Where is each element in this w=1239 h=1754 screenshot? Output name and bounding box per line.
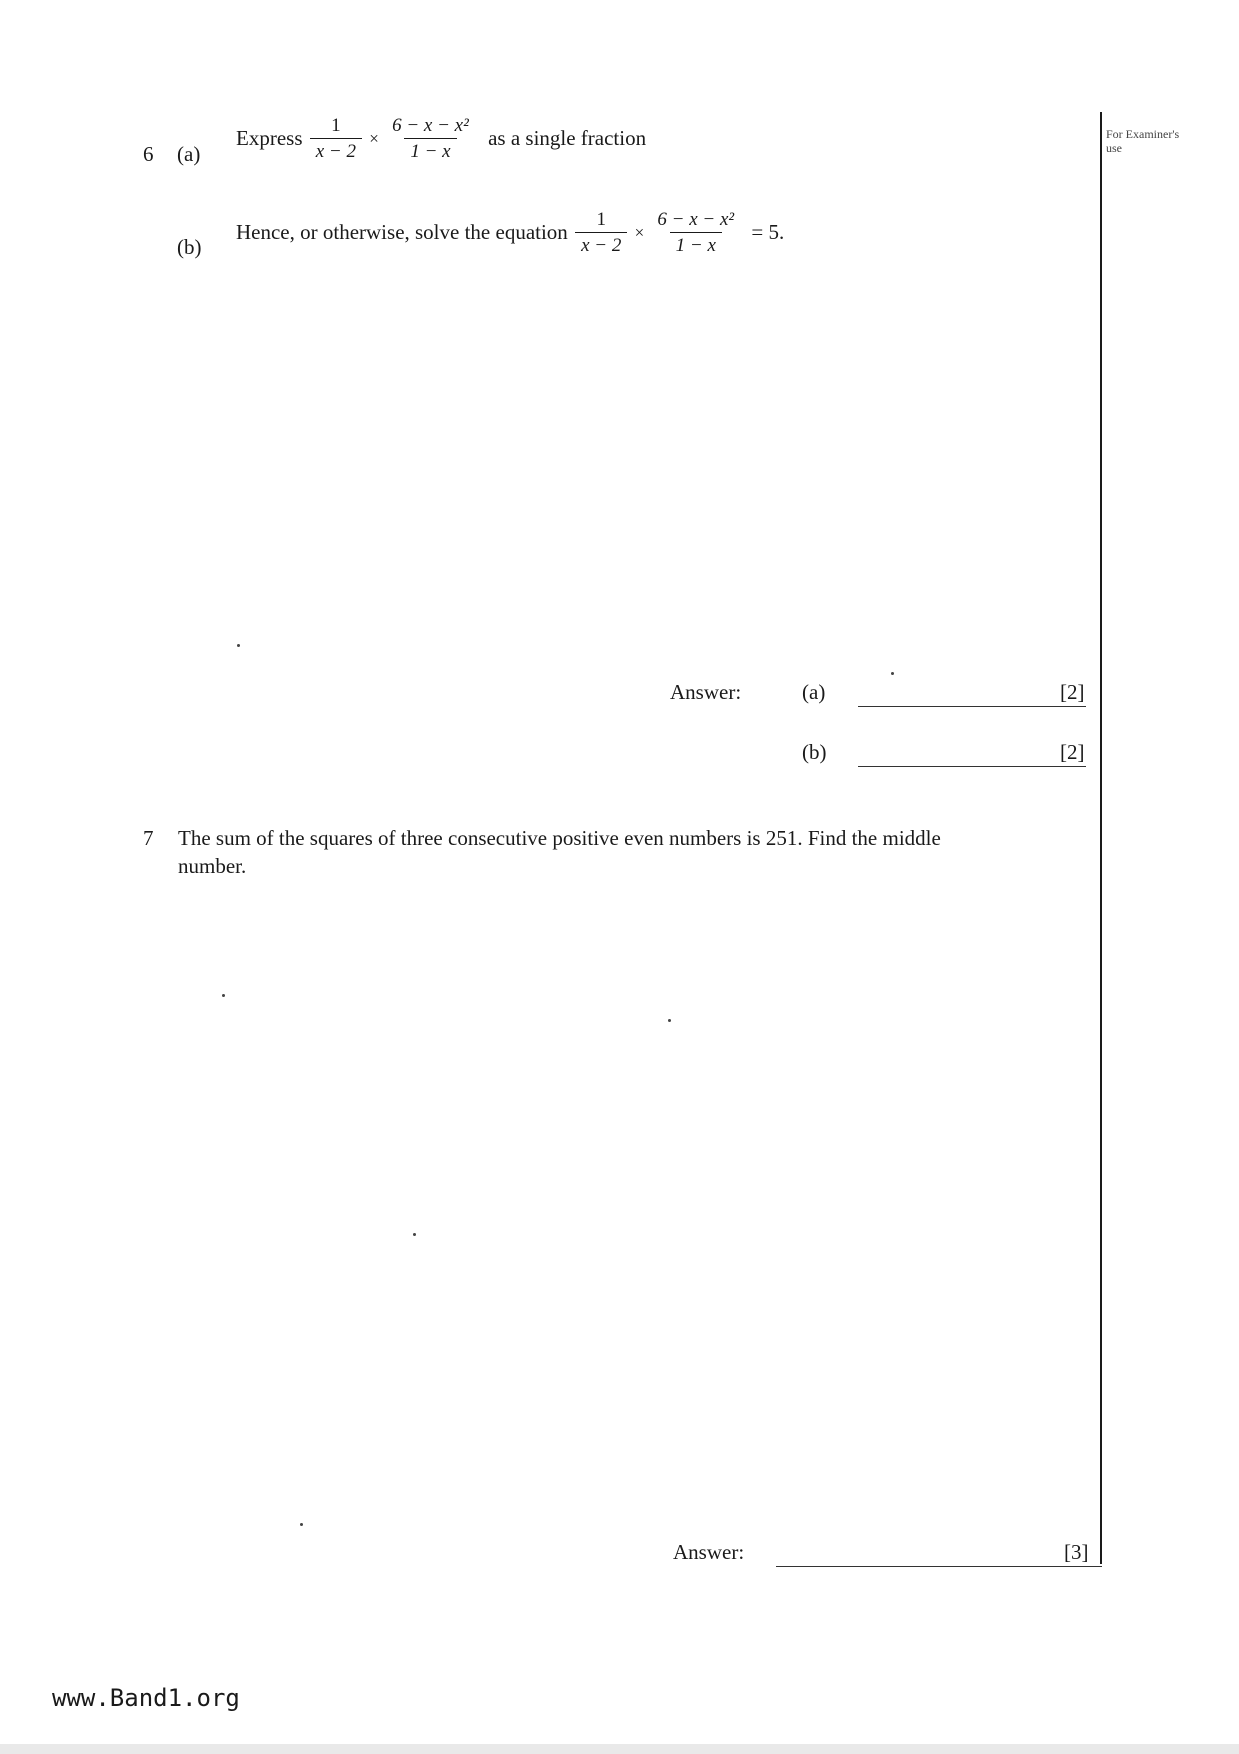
q6a-frac2-denominator: 1 − x: [404, 138, 456, 161]
scan-speck: [237, 644, 240, 647]
q6b-answer-line[interactable]: [858, 766, 1086, 767]
q6a-marks: [2]: [1060, 680, 1085, 704]
examiner-margin-rule: [1100, 112, 1102, 1564]
question-6a-label: (a): [177, 142, 201, 166]
scan-speck: [891, 672, 894, 675]
q6a-frac1-numerator: 1: [331, 115, 341, 136]
question-6a-text: [236, 116, 646, 161]
q6-answer-b-label: (b): [802, 740, 827, 764]
question-6-number: 6: [143, 142, 154, 166]
q6b-frac1-numerator: 1: [596, 209, 606, 230]
scan-speck: [668, 1019, 671, 1022]
question-6b-text: [236, 210, 784, 255]
q6a-tail: as a single fraction: [488, 126, 647, 150]
q6a-fraction-2: [386, 116, 475, 161]
q6b-marks: [2]: [1060, 740, 1085, 764]
footer-url: www.Band1.org: [52, 1684, 240, 1712]
q6a-answer-line[interactable]: [858, 706, 1086, 707]
q6b-times: ×: [634, 223, 645, 242]
q6b-lead: Hence, or otherwise, solve the equation: [236, 220, 568, 244]
question-7-number: 7: [143, 826, 154, 850]
page-bottom-bar: [0, 1744, 1239, 1754]
q6a-times: ×: [369, 129, 379, 148]
scan-speck: [222, 994, 225, 997]
q6b-fraction-1: [575, 210, 627, 255]
q6b-frac1-denominator: x − 2: [575, 232, 627, 255]
question-7-text-line-1: The sum of the squares of three consecutive positive even numbers is 251. Find the middle: [178, 826, 941, 850]
q6a-frac1-denominator: x − 2: [310, 138, 362, 161]
q7-answer-line[interactable]: [776, 1566, 1102, 1567]
q6-answer-a-label: (a): [802, 680, 826, 704]
q6a-lead: Express: [236, 126, 303, 150]
scan-speck: [413, 1233, 416, 1236]
q7-marks: [3]: [1064, 1540, 1089, 1564]
q6b-fraction-2: [651, 210, 740, 255]
q6b-frac2-denominator: 1 − x: [670, 232, 722, 255]
question-7-text-line-2: number.: [178, 854, 247, 878]
scan-speck: [300, 1523, 303, 1526]
question-6b-label: (b): [177, 235, 202, 259]
examiner-use-label: For Examiner's use: [1106, 127, 1180, 155]
q6b-frac2-numerator: 6 − x − x²: [657, 209, 735, 230]
q7-answer-label: Answer:: [673, 1540, 745, 1564]
q6-answer-label: Answer:: [670, 680, 742, 704]
q6b-tail: = 5.: [751, 220, 785, 244]
q6a-fraction-1: [310, 116, 362, 161]
q6a-frac2-numerator: 6 − x − x²: [392, 115, 469, 136]
